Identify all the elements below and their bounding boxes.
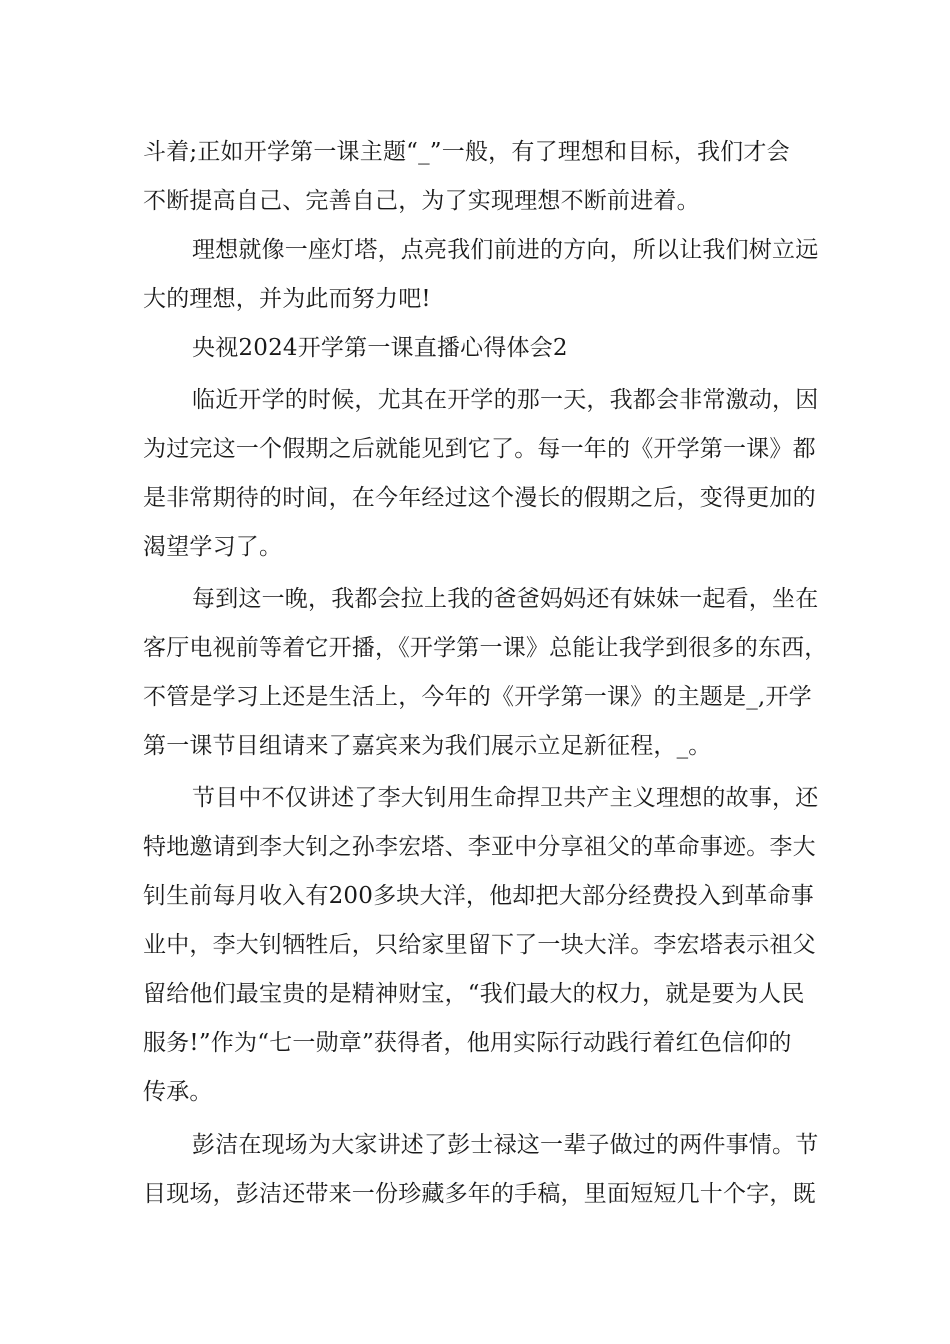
text-line: 服务!”作为“七一勋章”获得者，他用实际行动践行着红色信仰的 (143, 1030, 792, 1056)
text-line: 钊生前每月收入有200多块大洋，他却把大部分经费投入到革命事 (143, 883, 814, 909)
text-line: 业中，李大钊牺牲后，只给家里留下了一块大洋。李宏塔表示祖父 (143, 932, 816, 958)
text-line: 斗着;正如开学第一课主题“_”一般，有了理想和目标，我们才会 (143, 139, 790, 165)
heading-line: 央视2024开学第一课直播心得体会2 (192, 335, 568, 361)
text-line: 传承。 (143, 1079, 213, 1105)
text-line: 理想就像一座灯塔，点亮我们前进的方向，所以让我们树立远 (192, 237, 819, 263)
text-line: 每到这一晚，我都会拉上我的爸爸妈妈还有妹妹一起看，坐在 (192, 586, 819, 612)
text-line: 留给他们最宝贵的是精神财宝，“我们最大的权力，就是要为人民 (143, 981, 805, 1007)
text-line: 目现场，彭洁还带来一份珍藏多年的手稿，里面短短几十个字，既 (143, 1181, 816, 1207)
text-line: 不管是学习上还是生活上，今年的《开学第一课》的主题是_,开学 (143, 684, 812, 710)
text-line: 大的理想，并为此而努力吧! (143, 286, 431, 312)
text-line: 为过完这一个假期之后就能见到它了。每一年的《开学第一课》都 (143, 436, 816, 462)
text-line: 节目中不仅讲述了李大钊用生命捍卫共产主义理想的故事，还 (192, 785, 819, 811)
text-line: 第一课节目组请来了嘉宾来为我们展示立足新征程，_。 (143, 733, 712, 759)
text-line: 客厅电视前等着它开播，《开学第一课》总能让我学到很多的东西， (143, 635, 828, 661)
text-line: 彭洁在现场为大家讲述了彭士禄这一辈子做过的两件事情。节 (192, 1132, 819, 1158)
text-line: 不断提高自己、完善自己，为了实现理想不断前进着。 (143, 188, 700, 214)
text-line: 是非常期待的时间，在今年经过这个漫长的假期之后，变得更加的 (143, 485, 816, 511)
text-line: 临近开学的时候，尤其在开学的那一天，我都会非常激动，因 (192, 387, 819, 413)
text-line: 特地邀请到李大钊之孙李宏塔、李亚中分享祖父的革命事迹。李大 (143, 834, 816, 860)
text-line: 渴望学习了。 (143, 534, 283, 560)
